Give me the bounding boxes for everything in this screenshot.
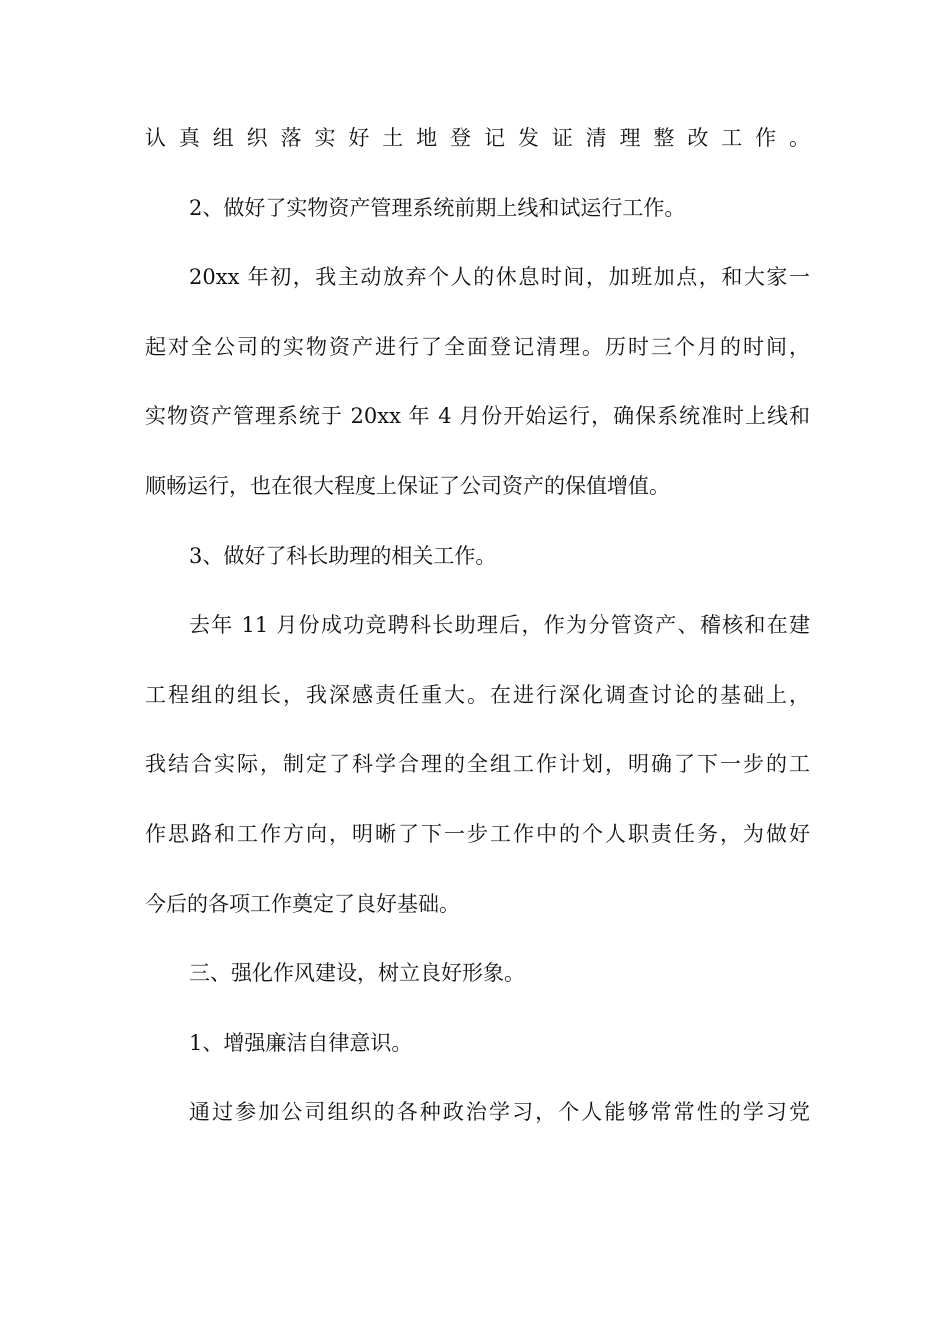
paragraph-line: 实物资产管理系统于 20xx 年 4 月份开始运行，确保系统准时上线和: [145, 404, 810, 429]
paragraph-line: 顺畅运行，也在很大程度上保证了公司资产的保值增值。: [145, 473, 670, 498]
paragraph-line: 通过参加公司组织的各种政治学习，个人能够常常性的学习党: [189, 1100, 810, 1125]
section-heading: 2、做好了实物资产管理系统前期上线和试运行工作。: [189, 195, 686, 220]
paragraph-line: 工程组的组长，我深感责任重大。在进行深化调查讨论的基础上，: [145, 682, 810, 707]
paragraph-line: 起对全公司的实物资产进行了全面登记清理。历时三个月的时间，: [145, 334, 810, 359]
section-heading: 三、强化作风建设，树立良好形象。: [189, 961, 525, 986]
paragraph-line: 认真组织落实好土地登记发证清理整改工作。: [145, 126, 810, 150]
document-body: [145, 128, 810, 1172]
paragraph-line: 20xx 年初，我主动放弃个人的休息时间，加班加点，和大家一: [189, 265, 810, 290]
paragraph-line: 今后的各项工作奠定了良好基础。: [145, 891, 460, 916]
paragraph-line: 我结合实际，制定了科学合理的全组工作计划，明确了下一步的工: [145, 752, 810, 777]
section-heading: 1、增强廉洁自律意识。: [189, 1030, 413, 1055]
section-heading: 3、做好了科长助理的相关工作。: [189, 543, 497, 568]
paragraph-line: 作思路和工作方向，明晰了下一步工作中的个人职责任务，为做好: [145, 821, 810, 846]
paragraph-line: 去年 11 月份成功竞聘科长助理后，作为分管资产、稽核和在建: [189, 613, 810, 638]
